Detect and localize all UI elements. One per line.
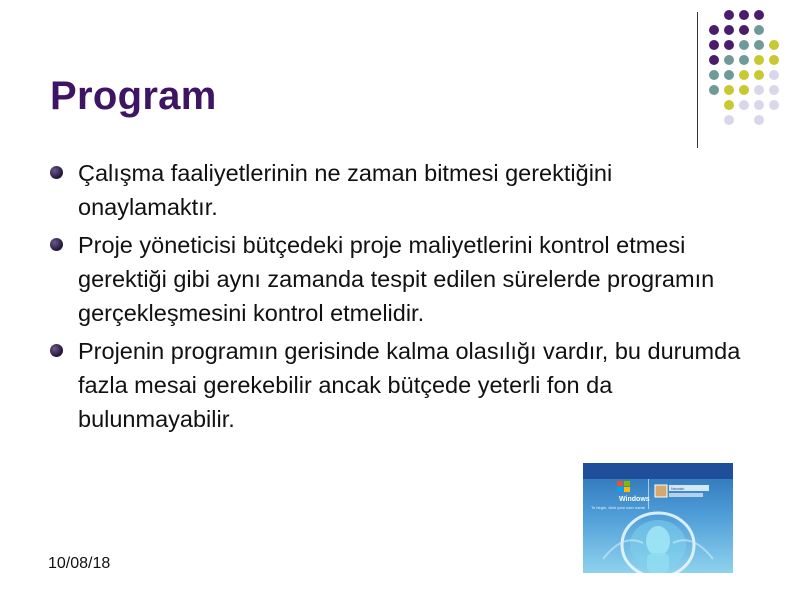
decorative-dot: [739, 40, 749, 50]
decorative-dot: [769, 85, 779, 95]
bullet-icon: [50, 238, 63, 251]
decorative-dot: [724, 100, 734, 110]
bullet-text: Projenin programın gerisinde kalma olasılığı vardır, bu durumda fazla mesai gerekebilir ancak bütçede yeterli fon da bulunmayabilir.: [78, 338, 741, 432]
decorative-dot: [739, 100, 749, 110]
decorative-dot: [739, 25, 749, 35]
windows-login-illustration: [583, 463, 733, 573]
decorative-dot: [754, 25, 764, 35]
decorative-dot: [739, 55, 749, 65]
windows-logo-icon: [617, 481, 630, 492]
decorative-dot: [709, 85, 719, 95]
decorative-dot: [709, 55, 719, 65]
decorative-dot: [754, 40, 764, 50]
user-name-label: Neowin: [671, 486, 685, 491]
decorative-dot: [709, 70, 719, 80]
decorative-dot: [724, 40, 734, 50]
bullet-text: Proje yöneticisi bütçedeki proje maliyetlerini kontrol etmesi gerektiği gibi aynı zamanda tespit edilen sürelerde programın gerçekleşmesini kontrol etmelidir.: [78, 232, 715, 326]
bullet-icon: [50, 166, 63, 179]
decorative-dot: [754, 70, 764, 80]
decorative-dot: [739, 85, 749, 95]
decorative-dot: [724, 25, 734, 35]
decorative-dot: [769, 55, 779, 65]
decorative-dot-grid: [709, 10, 773, 132]
decorative-dot: [709, 25, 719, 35]
decorative-dot: [739, 70, 749, 80]
decorative-dot: [769, 40, 779, 50]
windows-logo-text: Windows: [619, 496, 650, 503]
bullet-icon: [50, 344, 63, 357]
decorative-dot: [769, 100, 779, 110]
bullet-item: [50, 334, 750, 436]
login-subtitle: To begin, click your user name: [591, 505, 646, 510]
bullet-item: [50, 228, 750, 330]
decorative-dot: [724, 70, 734, 80]
bullet-text: Çalışma faaliyetlerinin ne zaman bitmesi gerektiğini onaylamaktır.: [78, 160, 613, 220]
decorative-dot: [754, 10, 764, 20]
decorative-dot: [709, 40, 719, 50]
divider-line: [697, 12, 698, 148]
decorative-dot: [724, 55, 734, 65]
decorative-dot: [754, 85, 764, 95]
windows-login-screenshot: [583, 463, 733, 573]
decorative-dot: [724, 85, 734, 95]
decorative-dot: [754, 115, 764, 125]
decorative-dot: [754, 55, 764, 65]
bullet-list: [50, 156, 750, 440]
bullet-item: [50, 156, 750, 224]
slide-date: 10/08/18: [48, 555, 111, 572]
decorative-dot: [769, 70, 779, 80]
slide-title: Program: [50, 74, 217, 118]
decorative-dot: [724, 10, 734, 20]
decorative-dot: [739, 10, 749, 20]
decorative-dot: [724, 115, 734, 125]
decorative-dot: [754, 100, 764, 110]
